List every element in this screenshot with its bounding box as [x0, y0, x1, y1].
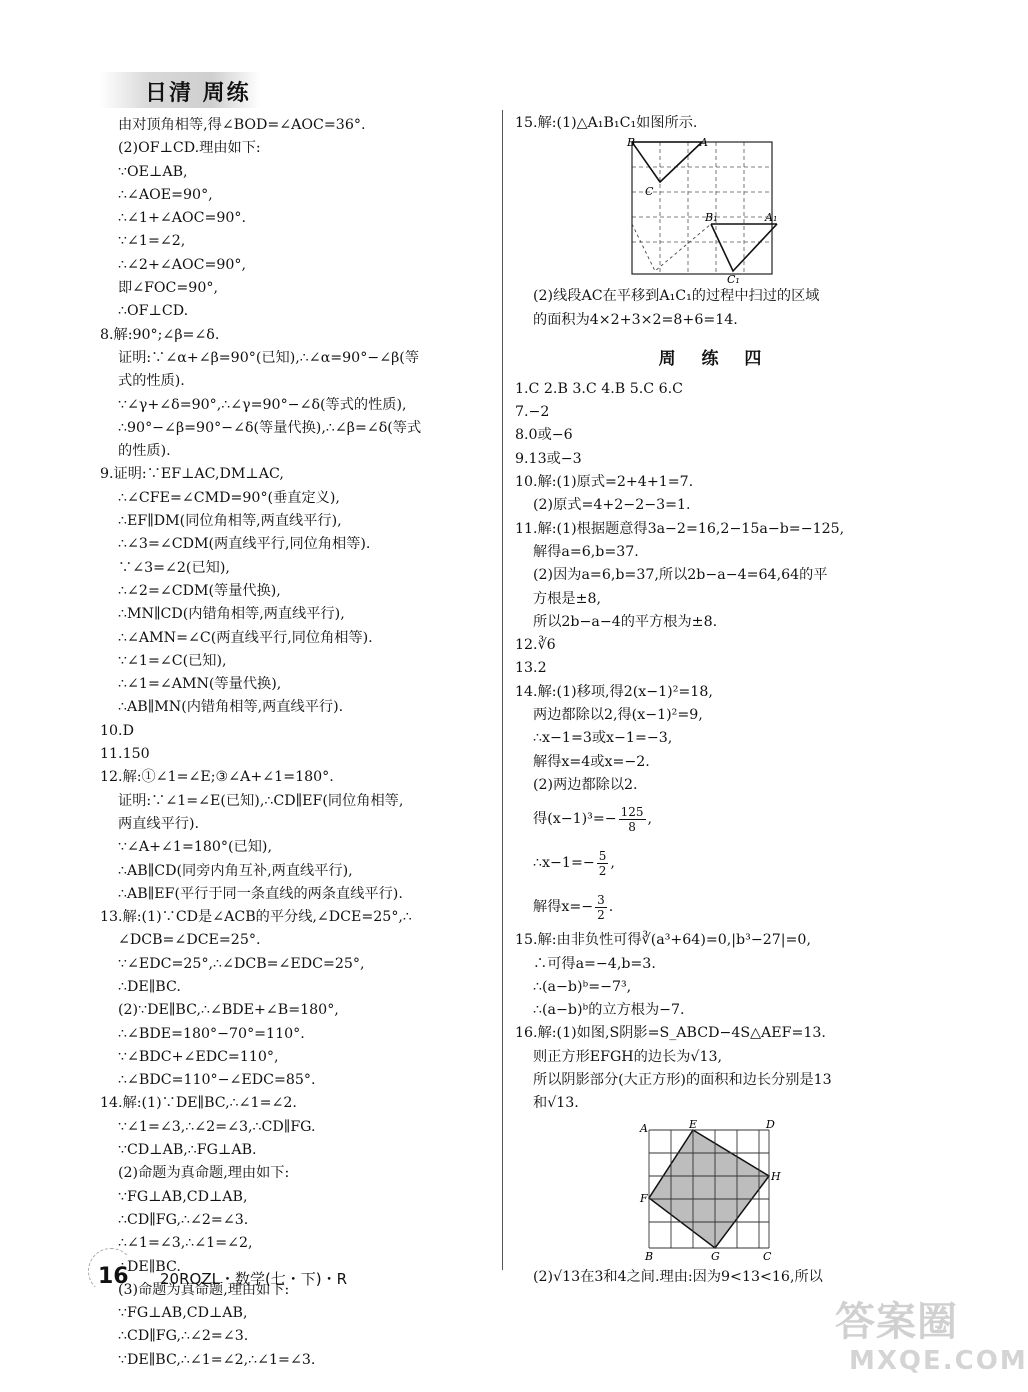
text-line: 16.解:(1)如图,S阴影=S_ABCD−4S△AEF=13. [515, 1025, 826, 1042]
watermark [835, 1290, 1028, 1385]
equation-x-minus-1: ∴x−1=− $\frac{5}{2}$ , [533, 848, 615, 878]
text-line: ∴∠BDC=110°−∠EDC=85°. [118, 1072, 316, 1089]
text-line: ∴MN∥CD(内错角相等,两直线平行), [118, 606, 345, 623]
text-line: ∴∠1=∠AMN(等量代换), [118, 676, 282, 693]
square-grid-figure [639, 1117, 781, 1263]
text-line: 两直线平行). [118, 815, 199, 832]
text-line: 14.解:(1)∵DE∥BC,∴∠1=∠2. [100, 1095, 297, 1112]
text-line: ∴CD∥FG,∴∠2=∠3. [118, 1328, 249, 1345]
text-line: 11.解:(1)根据题意得3a−2=16,2−15a−b=−125, [515, 520, 845, 537]
text-line: ∴∠CFE=∠CMD=90°(垂直定义), [118, 489, 340, 506]
fig2-label-a: A [640, 1121, 648, 1135]
fig2-label-f: F [640, 1191, 648, 1205]
text-line: ∴DE∥BC. [118, 1258, 181, 1275]
text-line: ∵DE∥BC,∴∠1=∠2,∴∠1=∠3. [118, 1351, 316, 1368]
page-header [100, 72, 260, 108]
fig1-label-a1: A₁ [765, 211, 778, 225]
fig1-label-c1: C₁ [727, 273, 740, 287]
text-line: ∵FG⊥AB,CD⊥AB, [118, 1188, 248, 1205]
text-line: ∴∠AOE=90°, [118, 186, 213, 203]
text-line: 的面积为4×2+3×2=8+6=14. [533, 311, 738, 328]
text-line: ∵∠A+∠1=180°(已知), [118, 839, 272, 856]
watermark-domain: MXQE.COM [849, 1346, 1028, 1376]
text-line: 7.−2 [515, 404, 550, 421]
text-line: 两边都除以2,得(x−1)²=9, [533, 707, 703, 724]
footer-text: 20RQZL・数学(七・下)・R [160, 1270, 348, 1288]
answers-15-16 [515, 929, 915, 1115]
text-line: 13.2 [515, 660, 547, 677]
translation-grid-figure [627, 136, 779, 287]
text-line: ∴(a−b)ᵇ的立方根为−7. [533, 1002, 685, 1019]
text-line: ∵∠3=∠2(已知), [118, 559, 230, 576]
fig2-label-g: G [711, 1249, 720, 1263]
text-line: (2)命题为真命题,理由如下: [118, 1165, 290, 1182]
text-line: 15.解:由非负性可得∛(a³+64)=0,|b³−27|=0, [515, 932, 811, 949]
text-line: 8.解:90°;∠β=∠δ. [100, 326, 220, 343]
text-line: 证明:∵∠α+∠β=90°(已知),∴∠α=90°−∠β(等 [118, 349, 420, 366]
text-line: ∴(a−b)ᵇ=−7³, [533, 978, 632, 995]
text-line: 10.D [100, 722, 134, 739]
text-line: 证明:∵∠1=∠E(已知),∴CD∥EF(同位角相等, [118, 792, 404, 809]
text-line: 8.0或−6 [515, 427, 573, 444]
text-line: ∴AB∥CD(同旁内角互补,两直线平行), [118, 862, 353, 879]
text-line: 12.∛6 [515, 637, 556, 654]
fig2-label-e: E [689, 1117, 698, 1131]
equation-cube: 得(x−1)³=− $\frac{125}{8}$ , [533, 804, 653, 834]
fig1-label-a: A [700, 136, 708, 150]
text-line: 所以阴影部分(大正方形)的面积和边长分别是13 [533, 1072, 832, 1089]
fig1-label-c: C [645, 185, 654, 199]
text-line: ∴AB∥MN(内错角相等,两直线平行). [118, 699, 344, 716]
text-line: 则正方形EFGH的边长为√13, [533, 1048, 723, 1065]
fig1-label-b: B [627, 136, 636, 150]
answers-1-14 [515, 378, 915, 797]
text-line: ∵∠γ+∠δ=90°,∴∠γ=90°−∠δ(等式的性质), [118, 396, 407, 413]
answer-15-intro [515, 112, 915, 135]
text-line: 即∠FOC=90°, [118, 280, 218, 297]
text-line: (2)两边都除以2. [533, 776, 638, 793]
text-line: ∵OE⊥AB, [118, 163, 188, 180]
text-line: 解得x=4或x=−2. [533, 753, 650, 770]
equation-solution: 解得x=− $\frac{3}{2}$ . [533, 892, 614, 922]
text-line: 13.解:(1)∵CD是∠ACB的平分线,∠DCE=25°,∴ [100, 909, 412, 926]
text-line: 由对顶角相等,得∠BOD=∠AOC=36°. [118, 117, 366, 133]
text-line: 所以2b−a−4的平方根为±8. [533, 613, 718, 630]
text-line: ∴90°−∠β=90°−∠δ(等量代换),∴∠β=∠δ(等式 [118, 419, 422, 436]
text-line: ∠DCB=∠DCE=25°. [118, 932, 261, 949]
text-line: ∵CD⊥AB,∴FG⊥AB. [118, 1142, 257, 1159]
text-line: ∴∠2=∠CDM(等量代换), [118, 582, 281, 599]
text-line: 9.13或−3 [515, 450, 582, 467]
text-line: ∴∠2+∠AOC=90°, [118, 256, 246, 273]
text-line: ∴∠1+∠AOC=90°. [118, 210, 246, 227]
text-line: ∴AB∥EF(平行于同一条直线的两条直线平行). [118, 885, 403, 902]
page-number: 16 [98, 1264, 129, 1289]
text-line: ∴EF∥DM(同位角相等,两直线平行), [118, 513, 342, 530]
text-line: 10.解:(1)原式=2+4+1=7. [515, 474, 694, 491]
fig2-label-b: B [645, 1249, 654, 1263]
text-line: ∴∠AMN=∠C(两直线平行,同位角相等). [118, 629, 373, 646]
text-line: 1.C 2.B 3.C 4.B 5.C 6.C [515, 380, 684, 397]
text-line: (2)√13在3和4之间.理由:因为9<13<16,所以 [533, 1268, 823, 1285]
text-line: ∴∠1=∠3,∴∠1=∠2, [118, 1235, 253, 1252]
fig2-label-c: C [763, 1249, 772, 1263]
text-line: (2)原式=4+2−2−3=1. [533, 497, 691, 514]
text-line: ∵∠EDC=25°,∴∠DCB=∠EDC=25°, [118, 955, 365, 972]
text-line: ∴∠BDE=180°−70°=110°. [118, 1025, 305, 1042]
text-line: ∵∠1=∠C(已知), [118, 652, 227, 669]
text-line: (2)线段AC在平移到A₁C₁的过程中扫过的区域 [533, 288, 820, 305]
answer-15-part2 [515, 285, 915, 332]
text-line: ∴可得a=−4,b=3. [533, 955, 656, 972]
text-line: (2)因为a=6,b=37,所以2b−a−4=64,64的平 [533, 567, 828, 584]
fig2-label-d: D [766, 1117, 775, 1131]
section-title: 周 练 四 [658, 348, 772, 369]
text-line: ∴OF⊥CD. [118, 303, 189, 320]
text-line: 11.150 [100, 746, 150, 763]
right-column [515, 112, 915, 1289]
fig2-label-h: H [771, 1169, 781, 1183]
text-line: 方根是±8, [533, 590, 601, 607]
text-line: ∵FG⊥AB,CD⊥AB, [118, 1305, 248, 1322]
text-line: ∵∠BDC+∠EDC=110°, [118, 1048, 279, 1065]
text-line: (2)OF⊥CD.理由如下: [118, 140, 261, 157]
text-line: ∴DE∥BC. [118, 978, 181, 995]
text-line: 和√13. [533, 1095, 579, 1112]
text-line: ∵∠1=∠3,∴∠2=∠3,∴CD∥FG. [118, 1118, 316, 1135]
text-line: ∴∠3=∠CDM(两直线平行,同位角相等). [118, 536, 371, 553]
text-line: 12.解:①∠1=∠E;③∠A+∠1=180°. [100, 769, 334, 786]
text-line: ∴CD∥FG,∴∠2=∠3. [118, 1211, 249, 1228]
text-line: 的性质). [118, 443, 171, 460]
column-divider [502, 110, 503, 1270]
fig1-label-b1: B₁ [705, 211, 718, 225]
answer-16-part2 [515, 1266, 915, 1289]
left-column [100, 114, 492, 1372]
text-line: ∴x−1=3或x−1=−3, [533, 730, 673, 747]
text-line: (3)命题为真命题,理由如下: [118, 1281, 290, 1298]
text-line: 14.解:(1)移项,得2(x−1)²=18, [515, 683, 713, 700]
text-line: 式的性质). [118, 373, 185, 390]
text-line: 解得a=6,b=37. [533, 543, 639, 560]
text-line: (2)∵DE∥BC,∴∠BDE+∠B=180°, [118, 1002, 339, 1019]
text-line: 9.证明:∵EF⊥AC,DM⊥AC, [100, 466, 284, 483]
watermark-logo-text: 答案圈 [835, 1299, 958, 1345]
text-line: ∵∠1=∠2, [118, 233, 186, 250]
header-title: 日清 周练 [145, 81, 251, 106]
text-line: 15.解:(1)△A₁B₁C₁如图所示. [515, 115, 698, 131]
